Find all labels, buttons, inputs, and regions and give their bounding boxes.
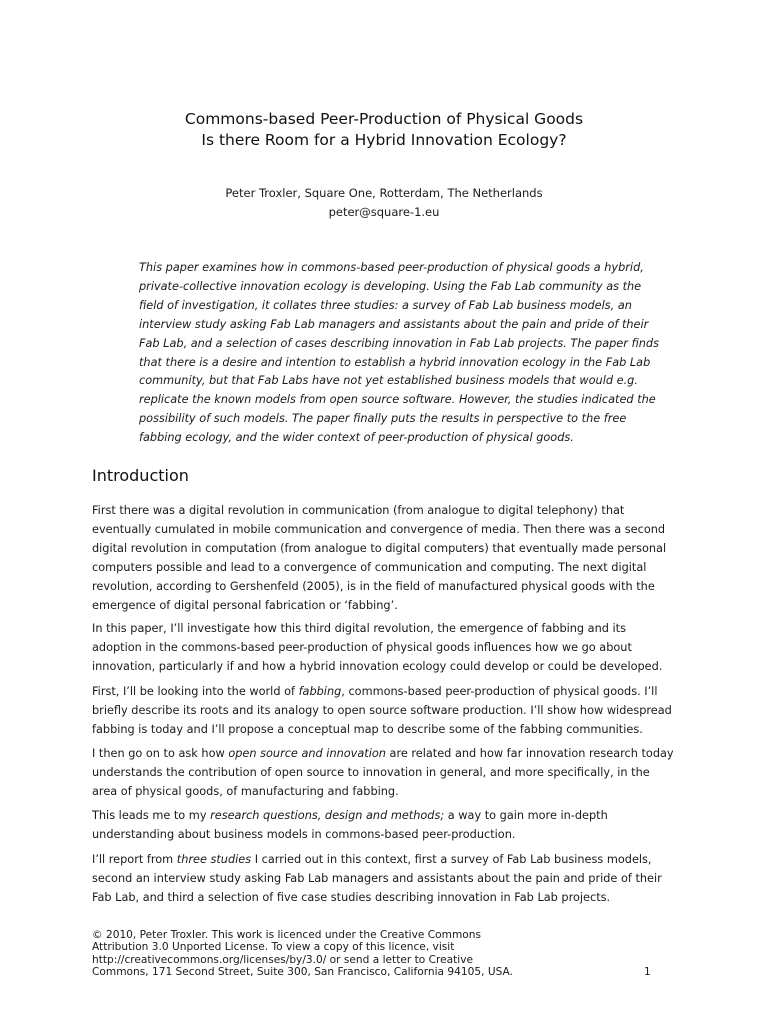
emphasis-text: three studies bbox=[176, 853, 252, 866]
intro-paragraph-3 bbox=[92, 683, 677, 740]
intro-paragraph-2: In this paper, I’ll investigate how this third digital revolution, the emergence of fabbing and its adoption in the commons-based peer-production of physical goods influences how we go about innovation, particularly if and how a hybrid innovation ecology could develop or could be developed. bbox=[92, 622, 663, 673]
paragraph-text: I’ll report from bbox=[92, 853, 177, 866]
paragraph-text: a way to gain more in-depth understanding about business models in commons-based peer-production. bbox=[92, 809, 608, 841]
license-line-4: Commons, 171 Second Street, Suite 300, San Francisco, California 94105, USA. bbox=[92, 966, 513, 979]
intro-paragraph-4 bbox=[92, 745, 677, 802]
paragraph-text: are related and how far innovation research today understands the contribution of open source to innovation in general, and more specifically, in the area of physical goods, of manufacturing and fabbing. bbox=[92, 747, 674, 798]
intro-paragraph-6 bbox=[92, 851, 677, 908]
emphasis-text: research questions, design and methods; bbox=[210, 809, 445, 822]
author-email: peter@square-1.eu bbox=[328, 205, 440, 219]
paragraph-text: This leads me to my bbox=[92, 809, 211, 822]
paragraph-text: I carried out in this context, first a survey of Fab Lab business models, second an interview study asking Fab Lab managers and assistants about the pain and pride of their Fab Lab, and third a selection of five case studies describing innovation in Fab Lab projects. bbox=[92, 853, 662, 904]
paragraph-text: I then go on to ask how bbox=[92, 747, 229, 760]
intro-paragraph-1: First there was a digital revolution in communication (from analogue to digital telephony) that eventually cumulated in mobile communication and convergence of media. Then there was a second digital revolution in computation (from analogue to digital computers) that eventually made personal computers possible and lead to a convergence of communication and computing. The next digital revolution, according to Gershenfeld (2005), is in the field of manufactured physical goods with the emergence of digital personal fabrication or ‘fabbing’. bbox=[92, 504, 667, 612]
paragraph-text: , commons-based peer-production of physical goods. I’ll briefly describe its roots and its analogy to open source software production. I’ll show how widespread fabbing is today and I’ll propose a conceptual map to describe some of the fabbing communities. bbox=[92, 685, 672, 736]
author-affiliation: Peter Troxler, Square One, Rotterdam, The Netherlands bbox=[225, 186, 543, 200]
paper-title-line-2: Is there Room for a Hybrid Innovation Ecology? bbox=[201, 131, 567, 149]
intro-paragraph-5 bbox=[92, 807, 677, 845]
paper-title-line-1: Commons-based Peer-Production of Physical Goods bbox=[184, 110, 584, 128]
page-number: 1 bbox=[644, 966, 651, 978]
emphasis-text: open source and innovation bbox=[228, 747, 386, 760]
paragraph-text: First, I’ll be looking into the world of bbox=[92, 685, 299, 698]
abstract: This paper examines how in commons-based peer-production of physical goods a hybrid, private-collective innovation ecology is developing. Using the Fab Lab community as the field of investigation, it collates three studies: a survey of Fab Lab business models, an interview study asking Fab Lab managers and assistants about the pain and pride of their Fab Lab, and a selection of cases describing innovation in Fab Lab projects. The paper finds that there is a desire and intention to establish a hybrid innovation ecology in the Fab Lab community, but that Fab Labs have not yet established business models that would e.g. replicate the known models from open source software. However, the studies indicated the possibility of such models. The paper finally puts the results in perspective to the free fabbing ecology, and the wider context of peer-production of physical goods. bbox=[139, 261, 659, 445]
license-line-3: http://creativecommons.org/licenses/by/3.0/ or send a letter to Creative bbox=[92, 953, 474, 966]
emphasis-text: fabbing bbox=[298, 685, 342, 698]
section-heading-introduction: Introduction bbox=[92, 466, 189, 485]
license-line-2: Attribution 3.0 Unported License. To view a copy of this licence, visit bbox=[92, 941, 455, 954]
license-line-1: © 2010, Peter Troxler. This work is licenced under the Creative Commons bbox=[92, 929, 482, 941]
license-footer bbox=[92, 929, 552, 979]
